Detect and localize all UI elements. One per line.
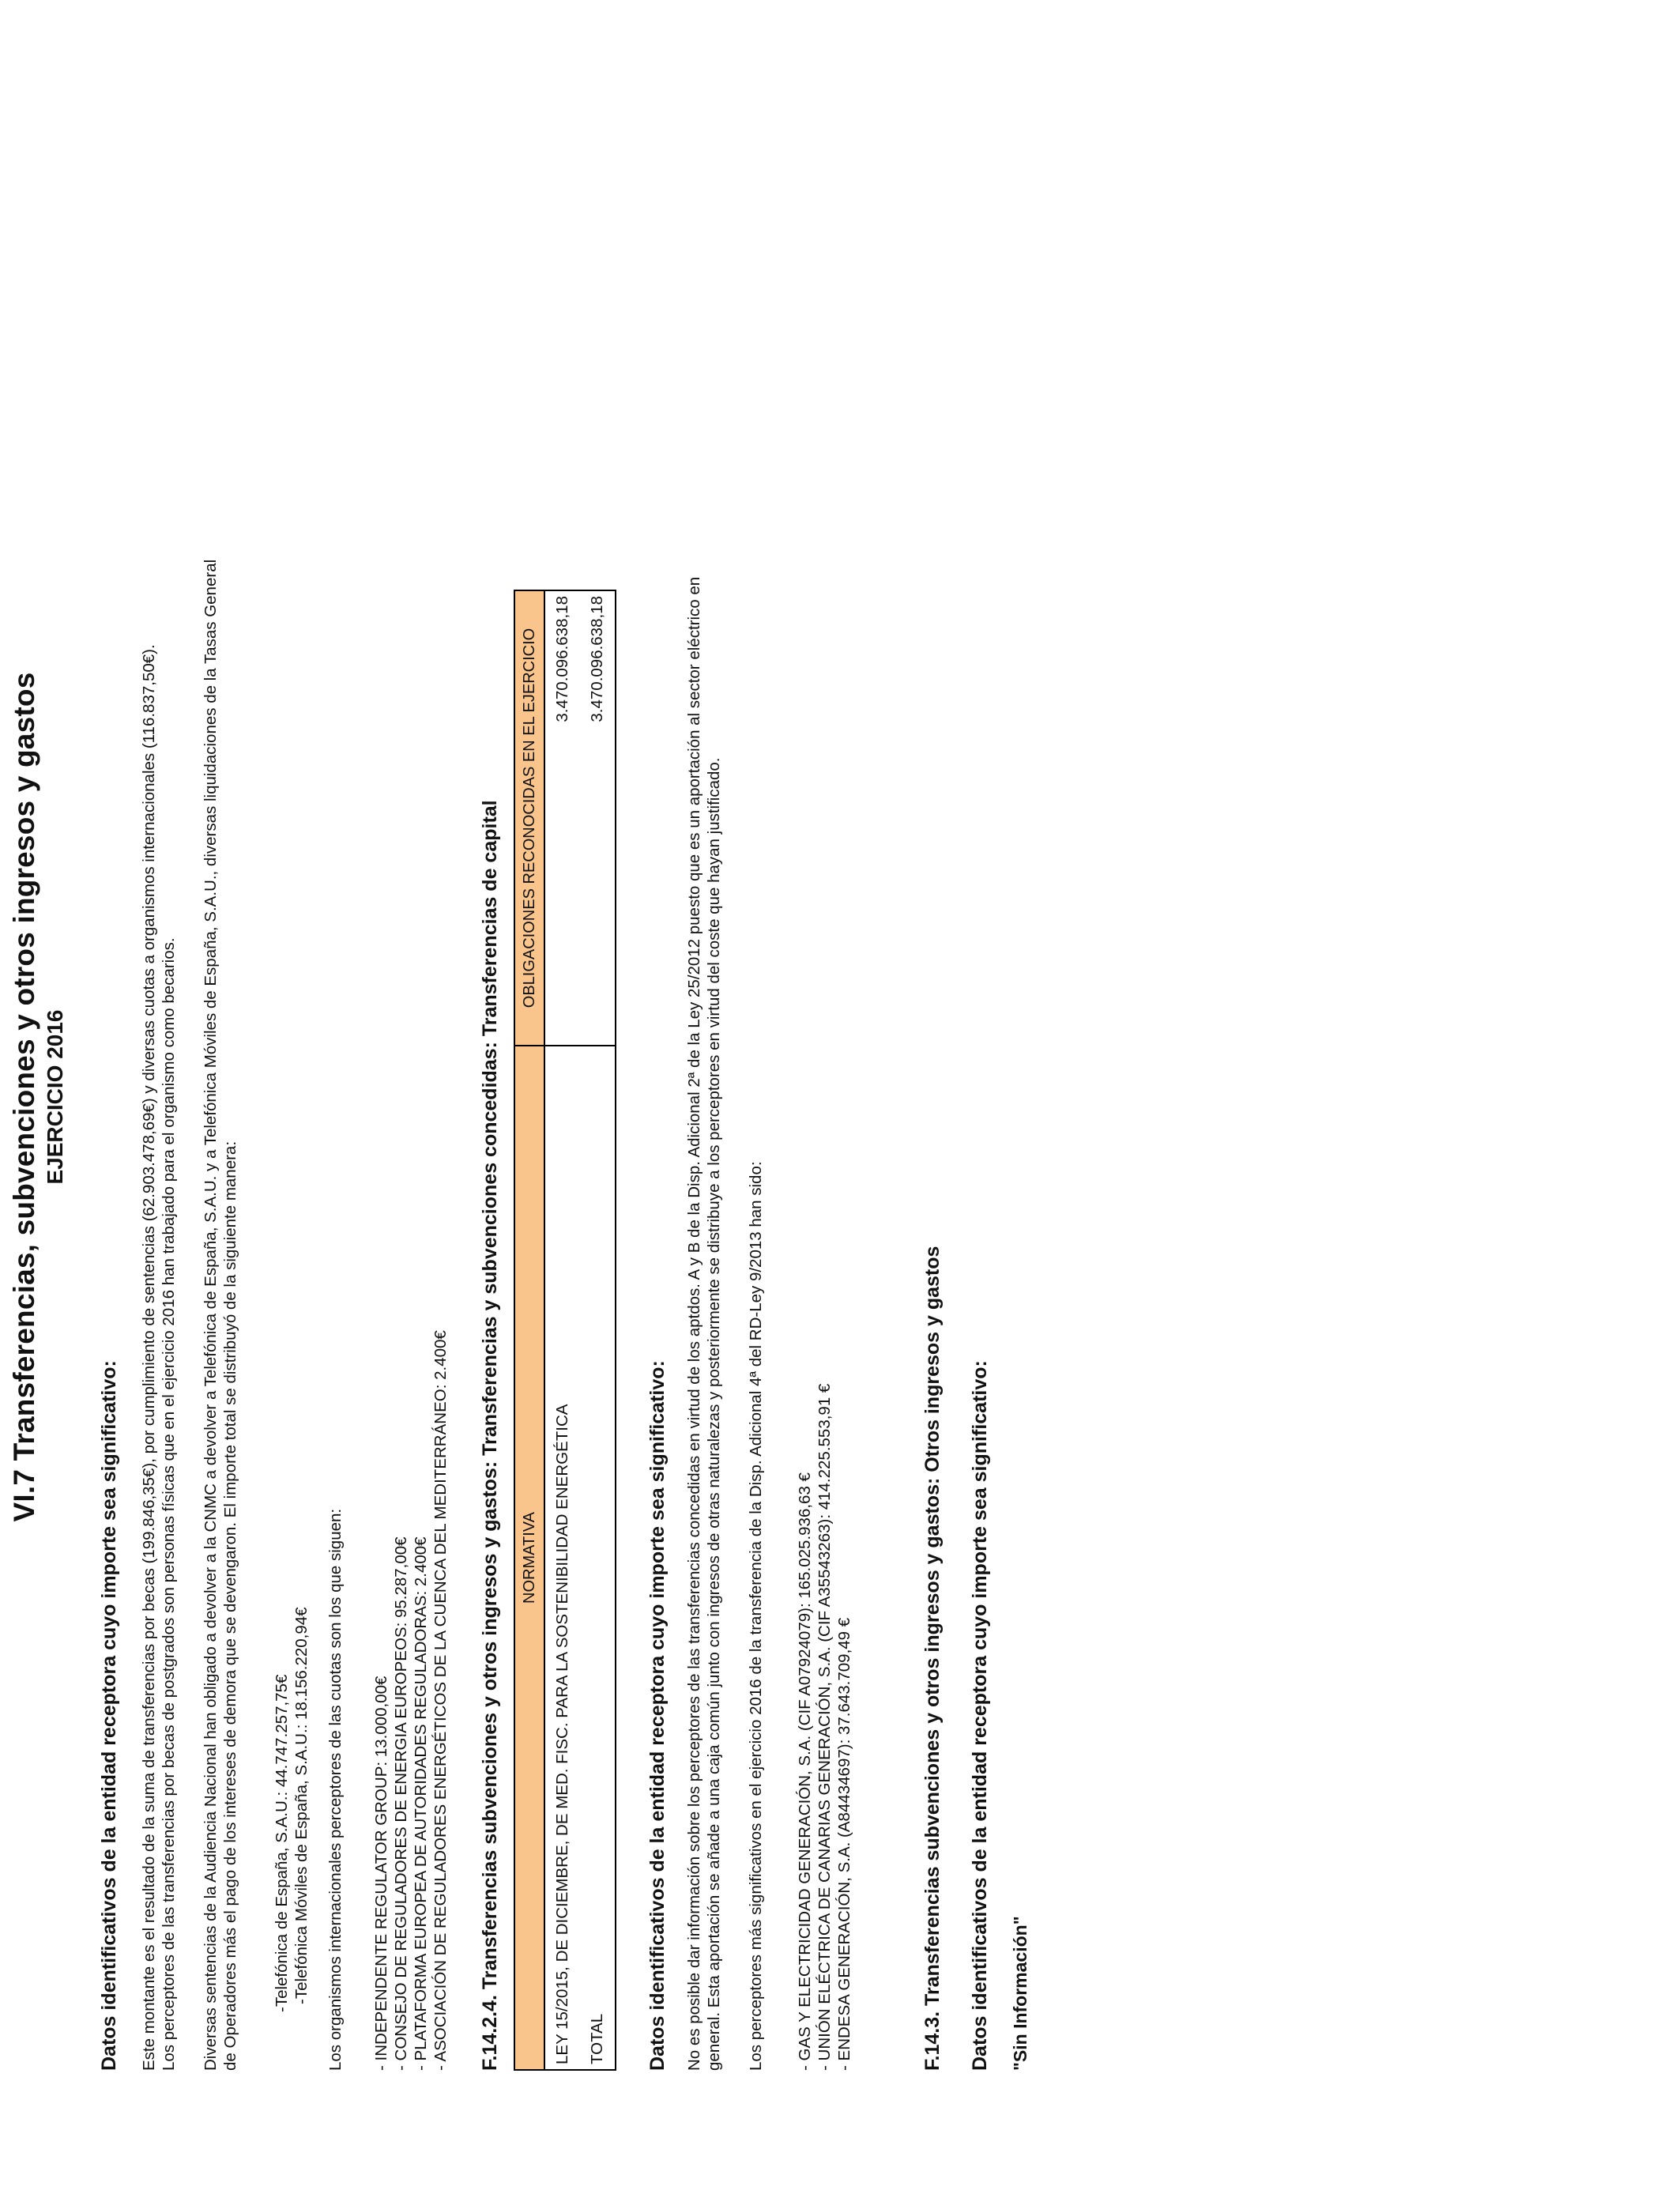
recipient-item: - GAS Y ELECTRICIDAD GENERACIÓN, S.A. (CIF A07924079): 165.025.936,63 €: [796, 1472, 814, 2071]
table-cell-total-label: TOTAL: [580, 1046, 616, 2070]
section1-paragraph-1: [139, 644, 179, 2071]
org-item: - CONSEJO DE REGULADORES DE ENERGIA EUROPEOS: 95.287,00€: [392, 1536, 410, 2071]
recipient-item: - UNIÓN ELÉCTRICA DE CANARIAS GENERACIÓN, S.A. (CIF A35543263): 414.225.553,91 €: [816, 1383, 834, 2071]
distribution-item: -Telefónica de España, S.A.U.: 44.747.257,75€: [273, 1674, 291, 2012]
page-subtitle: EJERCICIO 2016: [43, 1009, 67, 1185]
section2-sub-heading: Datos identificativos de la entidad receptora cuyo importe sea significativo:: [646, 1360, 669, 2071]
recipients-list: [795, 1384, 854, 2071]
section2-paragraph-1: [684, 577, 724, 2071]
distribution-item: -Telefónica Móviles de España, S.A.U.: 18.156.220,94€: [292, 1607, 311, 2004]
orgs-list: [371, 1330, 450, 2071]
section1-heading: Datos identificativos de la entidad receptora cuyo importe sea significativo:: [98, 1360, 120, 2071]
table-row-total: [580, 590, 616, 2070]
page-title: VI.7 Transferencias, subvenciones y otros ingresos y gastos: [8, 672, 40, 1522]
section2-heading: F.14.2.4. Transferencias subvenciones y otros ingresos y gastos: Transferencias y subvenciones concedidas: Transferencias de capital: [479, 800, 501, 2071]
section3-note: "Sin Información": [1010, 1916, 1030, 2071]
table-cell-normativa: LEY 15/2015, DE DICIEMBRE, DE MED. FISC. PARA LA SOSTENIBILIDAD ENERGÉTICA: [544, 1046, 580, 2070]
table-cell-total-amount: 3.470.096.638,18: [580, 590, 616, 1046]
table-row: [544, 590, 580, 2070]
table-cell-amount: 3.470.096.638,18: [544, 590, 580, 1046]
table-header-row: [514, 590, 544, 2070]
column-header-obligaciones: OBLIGACIONES RECONOCIDAS EN EL EJERCICIO: [514, 590, 544, 1046]
section1-paragraph-2-line: Diversas sentencias de la Audiencia Nacional han obligado a devolver a la CNMC a devolver a Telefónica de España, S.A.U. y a Telefónica Móviles de España, S.A.U., diversas liquidaciones de la Tasas General: [202, 559, 220, 2071]
section2-paragraph-1-line: general. Esta aportación se añade a una caja común junto con ingresos de otras naturalezas y posteriormente se distribuye a los perceptores en virtud del coste que hayan justificado.: [705, 757, 723, 2071]
column-header-normativa: NORMATIVA: [514, 1046, 544, 2070]
section2-paragraph-2: Los perceptores más significativos en el ejercicio 2016 de la transferencia de la Disp. Adicional 4ª del RD-Ley 9/2013 han sido:: [747, 1161, 765, 2071]
section3-sub-heading: Datos identificativos de la entidad receptora cuyo importe sea significativo:: [969, 1360, 991, 2071]
org-item: - ASOCIACIÓN DE REGULADORES ENERGÉTICOS DE LA CUENCA DEL MEDITERRÁNEO: 2.400€: [431, 1330, 450, 2071]
section1-paragraph-1-line: Los perceptores de las transferencias por becas de postgrados son personas físicas que en el ejercicio 2016 han trabajado para el organismo como becarios.: [160, 937, 178, 2071]
section1-paragraph-1-line: Este montante es el resultado de la suma de transferencias por becas (199.846,35€), por cumplimiento de sentencias (62.903.478,69€) y diversas cuotas a organismos internacionales (116.837,50€).: [140, 644, 158, 2071]
section2-paragraph-1-line: No es posible dar información sobre los perceptores de las transferencias concedidas en virtud de los aptdos. A y B de la Disp. Adicional 2ª de la Ley 25/2012 puesto que es un aportación al sector eléctrico en: [685, 576, 703, 2071]
capital-transfers-table: [514, 590, 616, 2071]
section3-heading: F.14.3. Transferencias subvenciones y otros ingresos y gastos: Otros ingresos y gastos: [921, 1246, 944, 2071]
org-item: - PLATAFORMA EUROPEA DE AUTORIDADES REGULADORAS: 2.400€: [412, 1536, 430, 2071]
section1-paragraph-2-line: de Operadores más el pago de los intereses de demora que se devengaron. El importe total se distribuyó de la siguiente manera:: [221, 1140, 239, 2071]
recipient-item: - ENDESA GENERACIÓN, S.A. (A84434697): 37.643.709,49 €: [835, 1617, 853, 2071]
org-item: - INDEPENDENTE REGULATOR GROUP: 13.000,00€: [372, 1676, 390, 2071]
orgs-intro: Los organismos internacionales perceptores de las cuotas son los que siguen:: [326, 1508, 345, 2071]
distribution-list: [272, 1607, 311, 2012]
section1-paragraph-2: [201, 560, 240, 2071]
